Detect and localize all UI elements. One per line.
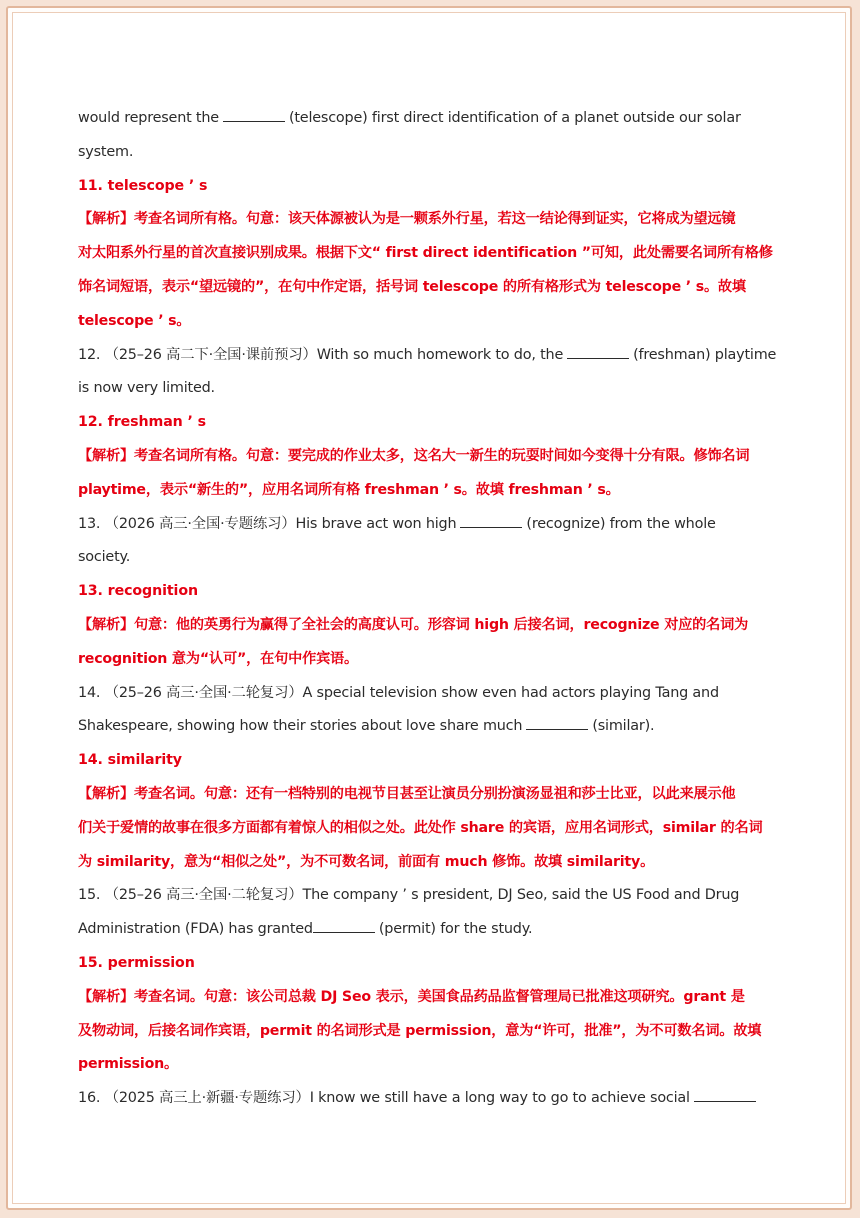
analysis-14-line-3: 为 similarity，意为“相似之处”，为不可数名词，前面有 much 修饰。故填 similarity。	[78, 853, 655, 870]
question-14-line-2	[78, 710, 788, 744]
answer-14: 14. similarity	[78, 752, 182, 769]
question-16-line-1	[78, 1082, 788, 1116]
question-12-line-2: is now very limited.	[78, 380, 215, 397]
answer-blank	[460, 513, 522, 528]
question-text: 16. （2025 高三上·新疆·专题练习）I know we still have a long way to go to achieve social	[78, 1090, 690, 1107]
question-text: 13. （2026 高三·全国·专题练习）His brave act won high	[78, 515, 457, 532]
question-text: 12. （25–26 高二下·全国·课前预习）With so much homework to do, the	[78, 346, 564, 363]
answer-12: 12. freshman ’ s	[78, 414, 206, 431]
answer-blank	[694, 1087, 756, 1102]
question-text: Administration (FDA) has granted	[78, 921, 313, 938]
question-text: (freshman) playtime	[633, 346, 777, 363]
question-15-line-2	[78, 913, 788, 947]
analysis-11-line-4: telescope ’ s。	[78, 312, 191, 329]
analysis-15-line-3: permission。	[78, 1056, 179, 1073]
analysis-11-line-2: 对太阳系外行星的首次直接识别成果。根据下文“ first direct identification ”可知，此处需要名词所有格修	[78, 245, 773, 262]
analysis-13-line-2: recognition 意为“认可”，在句中作宾语。	[78, 650, 359, 667]
question-text: (similar).	[592, 718, 655, 735]
analysis-11-line-3: 饰名词短语，表示“望远镜的”，在句中作定语，括号词 telescope 的所有格形式为 telescope ’ s。故填	[78, 278, 746, 295]
answer-15: 15. permission	[78, 954, 195, 971]
question-text: (permit) for the study.	[378, 921, 533, 938]
question-12-line-1	[78, 339, 788, 373]
question-15-line-1: 15. （25–26 高三·全国·二轮复习）The company ’ s president, DJ Seo, said the US Food and Drug	[78, 887, 740, 904]
question-14-line-1: 14. （25–26 高三·全国·二轮复习）A special television show even had actors playing Tang and	[78, 684, 719, 701]
answer-blank	[567, 344, 629, 359]
question-13-line-1	[78, 508, 788, 542]
question-13-line-2: society.	[78, 549, 131, 566]
answer-13: 13. recognition	[78, 583, 198, 600]
answer-blank	[223, 107, 285, 122]
document-page	[78, 102, 788, 1116]
answer-11: 11. telescope ’ s	[78, 177, 208, 194]
question-text: (recognize) from the whole	[526, 515, 716, 532]
question-10-line-1	[78, 102, 788, 136]
analysis-15-line-1: 【解析】考查名词。句意：该公司总裁 DJ Seo 表示，美国食品药品监督管理局已批准这项研究。grant 是	[78, 988, 745, 1005]
analysis-13-line-1: 【解析】句意：他的英勇行为赢得了全社会的高度认可。形容词 high 后接名词，recognize 对应的名词为	[78, 616, 749, 633]
answer-blank	[313, 918, 375, 933]
question-text: would represent the	[78, 110, 219, 126]
answer-blank	[526, 715, 588, 730]
analysis-11-line-1: 【解析】考查名词所有格。句意：该天体源被认为是一颗系外行星，若这一结论得到证实，它将成为望远镜	[78, 211, 736, 228]
analysis-14-line-1: 【解析】考查名词。句意：还有一档特别的电视节目甚至让演员分别扮演汤显祖和莎士比亚，以此来展示他	[78, 785, 736, 802]
analysis-12-line-2: playtime，表示“新生的”，应用名词所有格 freshman ’ s。故填 freshman ’ s。	[78, 481, 620, 498]
question-text: (telescope) first direct identification of a planet outside our solar	[288, 110, 741, 126]
question-text: Shakespeare, showing how their stories about love share much	[78, 718, 523, 735]
analysis-12-line-1: 【解析】考查名词所有格。句意：要完成的作业太多，这名大一新生的玩耍时间如今变得十分有限。修饰名词	[78, 447, 750, 464]
question-10-line-2: system.	[78, 143, 134, 160]
analysis-14-line-2: 们关于爱情的故事在很多方面都有着惊人的相似之处。此处作 share 的宾语，应用名词形式，similar 的名词	[78, 819, 763, 836]
analysis-15-line-2: 及物动词，后接名词作宾语，permit 的名词形式是 permission，意为“许可，批准”，为不可数名词。故填	[78, 1022, 762, 1039]
